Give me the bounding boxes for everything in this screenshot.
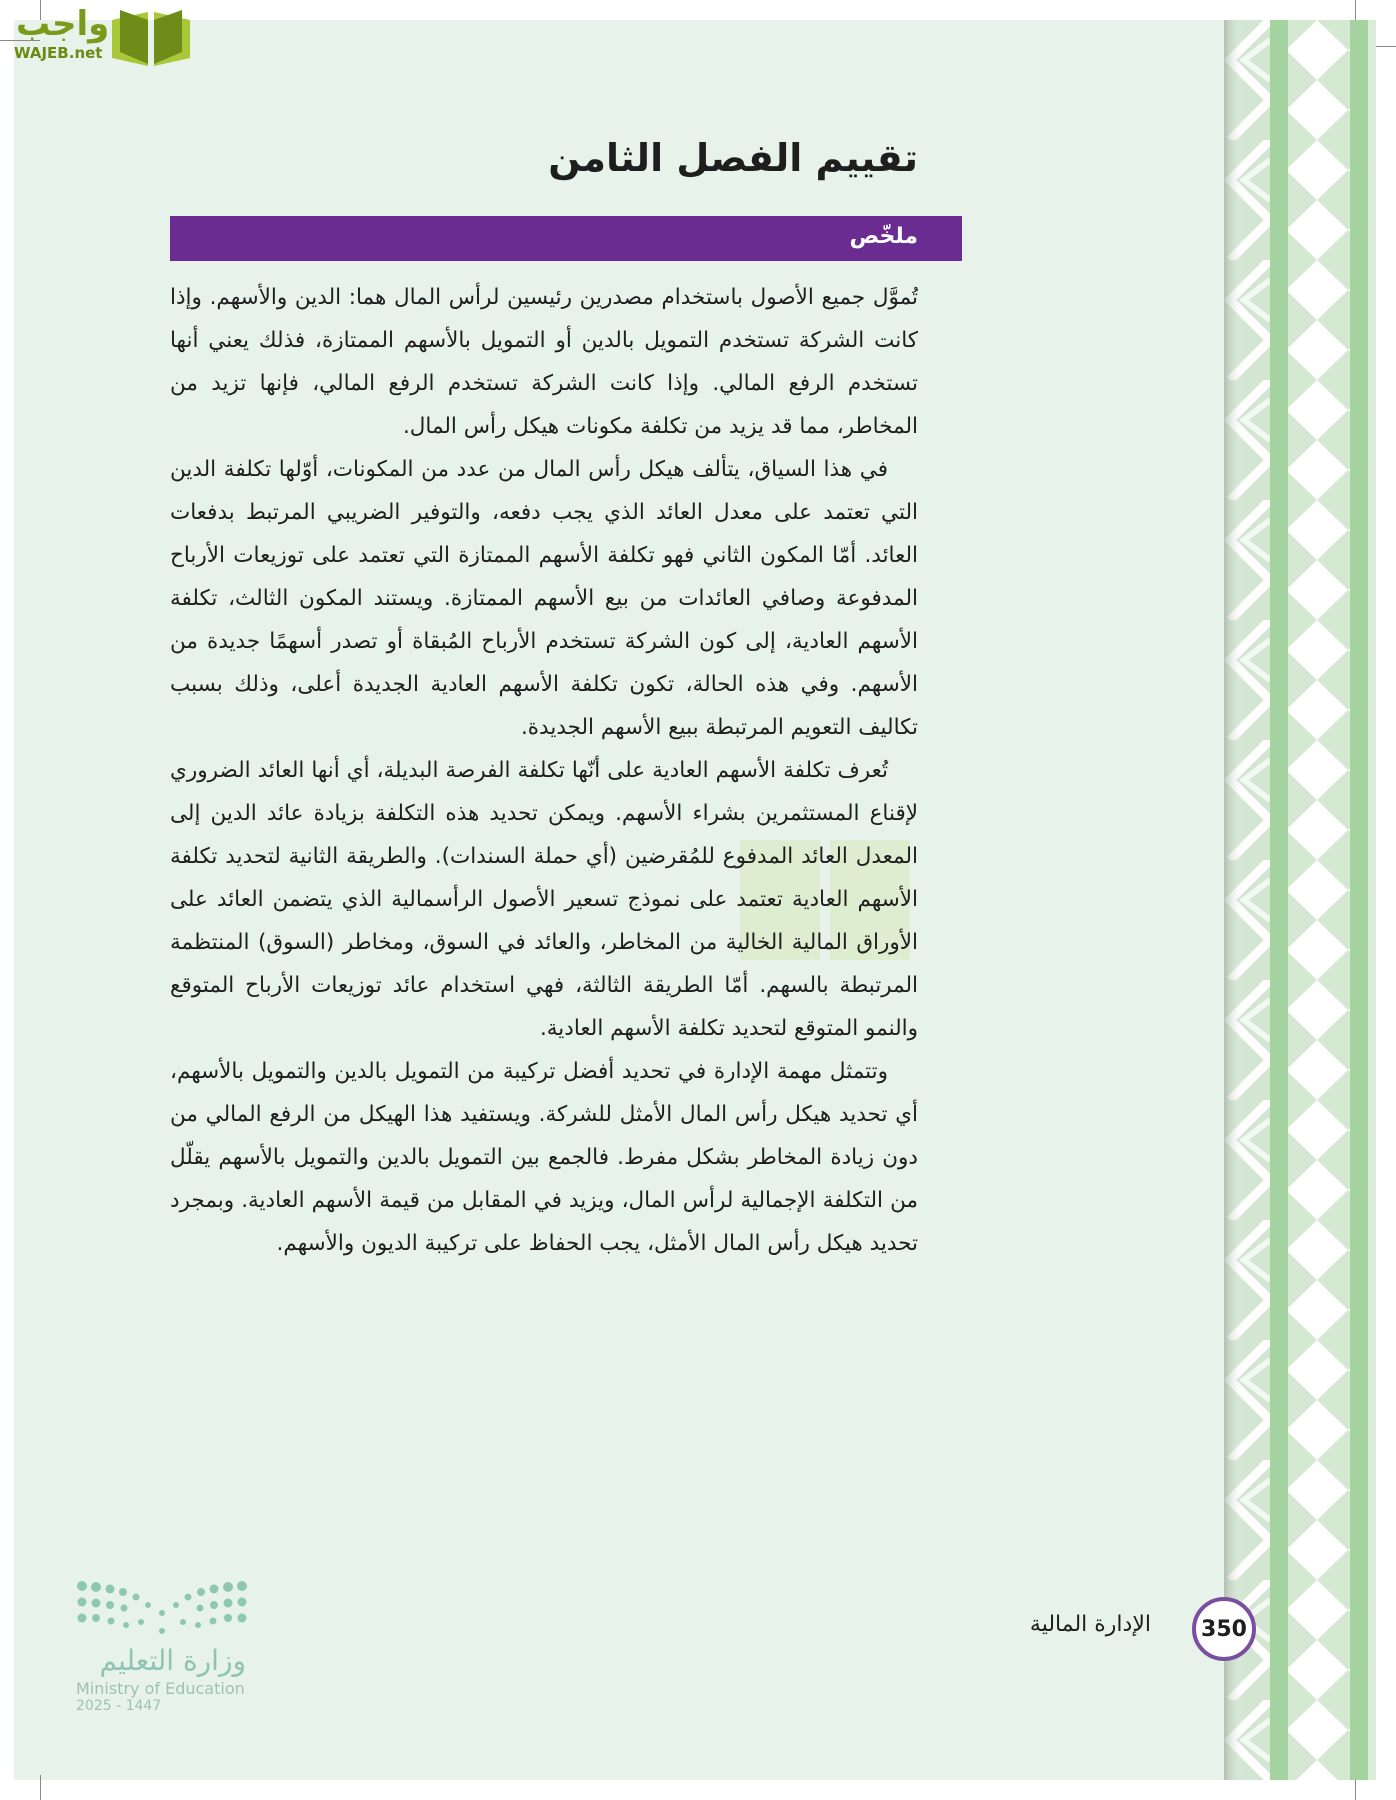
ministry-arabic-name: وزارة التعليم (99, 1644, 246, 1677)
page-number: 350 (1192, 1597, 1256, 1661)
book-icon (108, 6, 194, 68)
summary-text (170, 276, 918, 1265)
section-header-bar (170, 216, 962, 261)
ministry-logo (76, 1578, 256, 1714)
paragraph: تُعرف تكلفة الأسهم العادية على أنّها تكلفة الفرصة البديلة، أي أنها العائد الضروري لإقناع المستثمرين بشراء الأسهم. ويمكن تحديد هذه التكلفة بزيادة عائد الدين إلى المعدل العائد المدفوع للمُقرضين (أي حملة السندات). والطريقة الثانية لتحديد تكلفة الأسهم العادية تعتمد على نموذج تسعير الأصول الرأسمالية الذي يتضمن العائد على الأوراق المالية الخالية من المخاطر، والعائد في السوق، ومخاطر (السوق) المنتظمة المرتبطة بالسهم. أمّا الطريقة الثالثة، فهي استخدام عائد توزيعات الأرباح المتوقع والنمو المتوقع لتحديد تكلفة الأسهم العادية. (170, 758, 918, 1041)
ministry-english-name: Ministry of Education (76, 1679, 245, 1698)
crop-mark (40, 1775, 41, 1800)
ministry-year: 2025 - 1447 (76, 1698, 162, 1714)
paragraph: في هذا السياق، يتألف هيكل رأس المال من عدد من المكونات، أوّلها تكلفة الدين التي تعتمد على معدل العائد الذي يجب دفعه، والتوفير الضريبي المرتبط بدفعات العائد. أمّا المكون الثاني فهو تكلفة الأسهم الممتازة التي تعتمد على توزيعات الأرباح المدفوعة وصافي العائدات من بيع الأسهم الممتازة. ويستند المكون الثالث، تكلفة الأسهم العادية، إلى كون الشركة تستخدم الأرباح المُبقاة أو تصدر أسهمًا جديدة من الأسهم. وفي هذه الحالة، تكون تكلفة الأسهم العادية الجديدة أعلى، وذلك بسبب تكاليف التعويم المرتبطة ببيع الأسهم الجديدة. (170, 457, 918, 740)
ministry-dots-icon (76, 1578, 248, 1636)
section-label: ملخّص (849, 224, 918, 249)
logo-latin-text: WAJEB.net (14, 44, 103, 62)
paragraph: وتتمثل مهمة الإدارة في تحديد أفضل تركيبة من التمويل بالدين والتمويل بالأسهم، أي تحديد هيكل رأس المال الأمثل للشركة. ويستفيد هذا الهيكل من الرفع المالي من دون زيادة المخاطر بشكل مفرط. فالجمع بين التمويل بالدين والتمويل بالأسهم يقلّل من التكلفة الإجمالية لرأس المال، ويزيد في المقابل من قيمة الأسهم العادية. وبمجرد تحديد هيكل رأس المال الأمثل، يجب الحفاظ على تركيبة الديون والأسهم. (170, 1059, 918, 1256)
paragraph: تُموَّل جميع الأصول باستخدام مصدرين رئيسين لرأس المال هما: الدين والأسهم. وإذا كانت الشركة تستخدم التمويل بالدين أو التمويل بالأسهم الممتازة، فذلك يعني أنها تستخدم الرفع المالي. وإذا كانت الشركة تستخدم الرفع المالي، فإنها تزيد من المخاطر، مما قد يزيد من تكلفة مكونات هيكل رأس المال. (170, 285, 918, 439)
decorative-pattern-strip (1224, 20, 1376, 1780)
book-title: الإدارة المالية (1029, 1612, 1151, 1637)
page-title: تقييم الفصل الثامن (548, 136, 918, 180)
logo-arabic-text: واجب (16, 4, 110, 44)
